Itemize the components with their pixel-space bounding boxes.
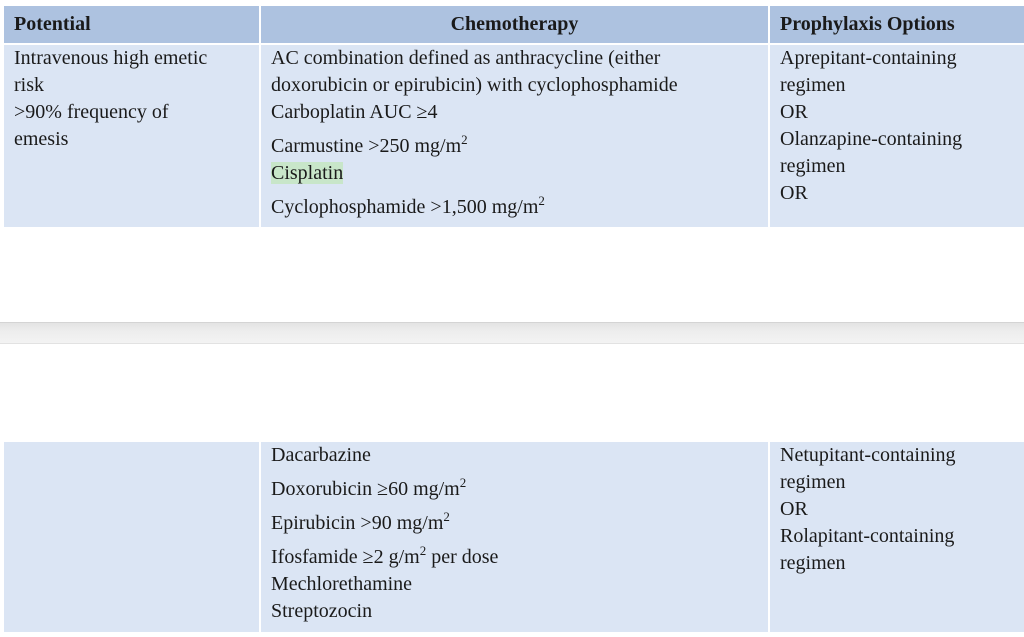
superscript: 2 bbox=[461, 132, 468, 147]
potential-line: >90% frequency of bbox=[14, 101, 169, 123]
potential-cell bbox=[4, 442, 260, 632]
chemo-line: Mechlorethamine bbox=[271, 573, 413, 595]
chemo-line: Dacarbazine bbox=[271, 444, 371, 466]
header-chemotherapy: Chemotherapy bbox=[260, 6, 769, 44]
prophylaxis-line: OR bbox=[780, 182, 808, 204]
prophylaxis-line: OR bbox=[780, 101, 808, 123]
chemo-line: Streptozocin bbox=[271, 600, 373, 622]
prophylaxis-line: regimen bbox=[780, 155, 846, 177]
chemotherapy-cell bbox=[260, 442, 769, 632]
prophylaxis-cell bbox=[769, 44, 1024, 227]
prophylaxis-cell bbox=[769, 442, 1024, 632]
chemo-line: doxorubicin or epirubicin) with cyclophosphamide bbox=[271, 74, 678, 96]
emetic-risk-table-top bbox=[4, 6, 1024, 227]
chemo-line: Doxorubicin ≥60 $mg/m^2$ bbox=[271, 475, 467, 500]
chemo-line: Ifosfamide ≥2 $g/m^2$ per dose bbox=[271, 543, 499, 568]
prophylaxis-line: regimen bbox=[780, 471, 846, 493]
potential-cell bbox=[4, 44, 260, 227]
prophylaxis-line: OR bbox=[780, 498, 808, 520]
superscript: 2 bbox=[459, 475, 467, 490]
chemotherapy-cell bbox=[260, 44, 769, 227]
table-row bbox=[4, 44, 1024, 227]
chemo-line: Carboplatin AUC ≥4 bbox=[271, 101, 438, 123]
chemo-line: Epirubicin >90 $mg/m^2$ bbox=[271, 509, 450, 534]
highlighted-text: Cisplatin bbox=[271, 162, 344, 184]
prophylaxis-line: Aprepitant-containing bbox=[780, 47, 957, 69]
table-header-row bbox=[4, 6, 1024, 44]
chemo-line: Carmustine >250 $mg/m^2$ bbox=[271, 132, 468, 157]
chemo-line bbox=[271, 160, 758, 187]
chemo-line: AC combination defined as anthracycline (either bbox=[271, 47, 661, 69]
page-separator bbox=[0, 322, 1024, 344]
prophylaxis-line: regimen bbox=[780, 74, 846, 96]
chemo-line: Cyclophosphamide >1,500 $mg/m^2$ bbox=[271, 193, 545, 218]
prophylaxis-line: Olanzapine-containing bbox=[780, 128, 963, 150]
potential-line: Intravenous high emetic bbox=[14, 47, 208, 69]
prophylaxis-line: Netupitant-containing bbox=[780, 444, 956, 466]
table-row bbox=[4, 442, 1024, 632]
header-potential: Potential bbox=[4, 6, 260, 44]
prophylaxis-line: regimen bbox=[780, 552, 846, 574]
header-prophylaxis-options: Prophylaxis Options bbox=[769, 6, 1024, 44]
superscript: 2 bbox=[419, 543, 427, 558]
superscript: 2 bbox=[443, 509, 450, 524]
emetic-risk-table-bottom bbox=[4, 442, 1024, 632]
superscript: 2 bbox=[538, 193, 545, 208]
prophylaxis-line: Rolapitant-containing bbox=[780, 525, 955, 547]
potential-line: risk bbox=[14, 74, 44, 96]
potential-line: emesis bbox=[14, 128, 69, 150]
